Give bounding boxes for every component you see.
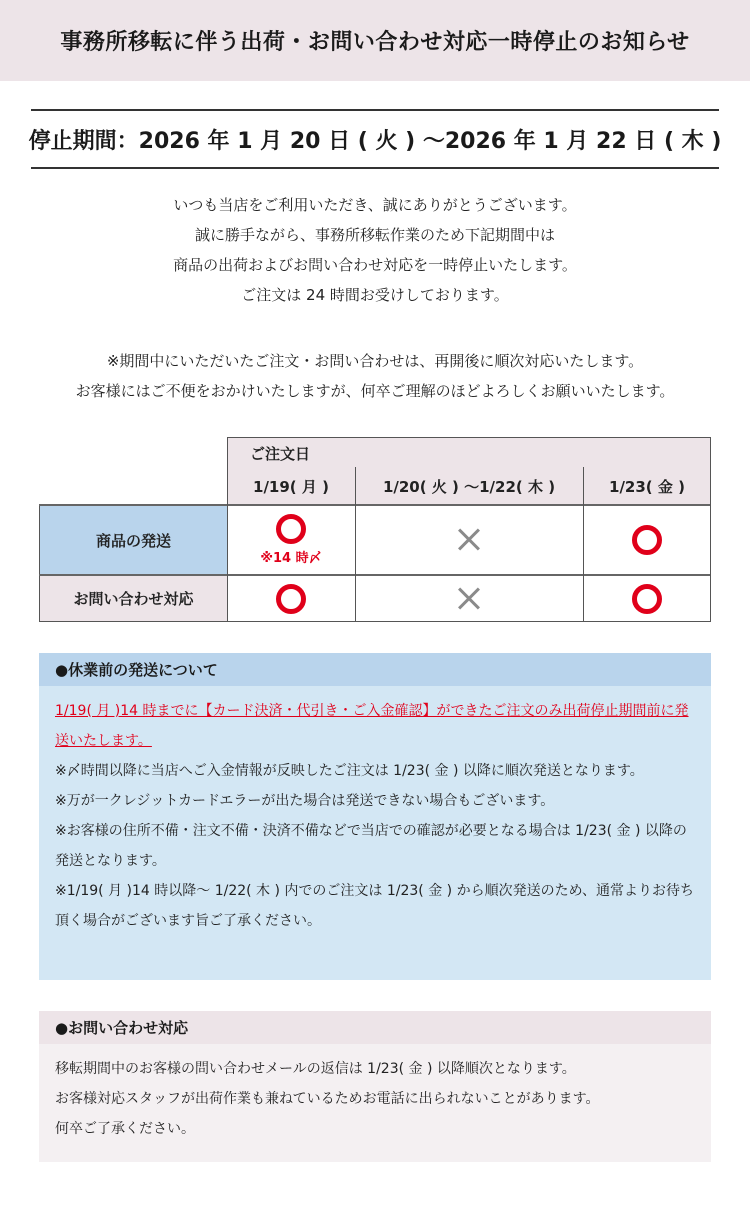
- cross-unavailable-icon: [457, 587, 481, 611]
- notice-header: [0, 0, 750, 81]
- row-label-shipping: 商品の発送: [39, 505, 227, 575]
- shipping-note: ※万が一クレジットカードエラーが出た場合は発送できない場合もございます。: [55, 793, 555, 809]
- cell-shipping-0120-0122: [355, 505, 583, 575]
- shipping-before-closure-section: [39, 653, 711, 980]
- period-text: 停止期間：2026 年 1 月 20 日 ( 火 ) 〜2026 年 1 月 22 日 ( 木 ): [28, 128, 722, 154]
- table-divider: [355, 467, 356, 622]
- cell-inquiry-0123: [583, 575, 711, 622]
- cross-unavailable-icon: [457, 528, 481, 552]
- circle-available-icon: [632, 584, 662, 614]
- circle-available-icon: [276, 584, 306, 614]
- page-title: 事務所移転に伴う出荷・お問い合わせ対応一時停止のお知らせ: [60, 30, 690, 55]
- column-header: 1/20( 火 ) 〜1/22( 木 ): [382, 477, 556, 496]
- intro-notes: [0, 346, 750, 406]
- intro-line: 商品の出荷およびお問い合わせ対応を一時停止いたします。: [173, 256, 577, 274]
- intro-message: [0, 190, 750, 310]
- highlight-notice: 1/19( 月 )14 時までに【カード決済・代引き・ご入金確認】ができたご注文のみ出荷停止期間前に発送いたします。: [55, 703, 689, 749]
- row-label-inquiry: お問い合わせ対応: [39, 575, 227, 622]
- shipping-note: ※1/19( 月 )14 時以降〜 1/22( 木 ) 内でのご注文は 1/23( 金 ) から順次発送のため、通常よりお待ち頂く場合がございます旨ご了承ください。: [55, 883, 695, 929]
- section-body: [39, 686, 711, 980]
- cutoff-note: ※14 時〆: [260, 551, 322, 566]
- inquiry-line: 何卒ご了承ください。: [55, 1121, 195, 1137]
- inquiry-line: お客様対応スタッフが出荷作業も兼ねているためお電話に出られないことがあります。: [55, 1091, 600, 1107]
- table-divider: [227, 437, 228, 622]
- cell-shipping-0119: [227, 505, 355, 575]
- intro-note: ※期間中にいただいたご注文・お問い合わせは、再開後に順次対応いたします。: [106, 352, 644, 370]
- intro-line: いつも当店をご利用いただき、誠にありがとうございます。: [173, 196, 577, 214]
- order-date-label: ご注文日: [250, 445, 311, 463]
- table-divider: [39, 574, 711, 576]
- intro-note: お客様にはご不便をおかけいたしますが、何卒ご理解のほどよろしくお願いいたします。: [75, 382, 675, 400]
- cell-shipping-0123: [583, 505, 711, 575]
- cell-inquiry-0119: [227, 575, 355, 622]
- shipping-note: ※〆時間以降に当店へご入金情報が反映したご注文は 1/23( 金 ) 以降に順次発送となります。: [55, 763, 644, 779]
- suspension-period: [28, 109, 722, 169]
- intro-line: 誠に勝手ながら、事務所移転作業のため下記期間中は: [194, 226, 555, 244]
- shipping-note: ※お客様の住所不備・注文不備・決済不備などで当店での確認が必要となる場合は 1/23( 金 ) 以降の発送となります。: [55, 823, 687, 869]
- inquiry-line: 移転期間中のお客様の問い合わせメールの返信は 1/23( 金 ) 以降順次となります。: [55, 1061, 576, 1077]
- cell-inquiry-0120-0122: [355, 575, 583, 622]
- schedule-table: [39, 437, 711, 622]
- section-title: ●お問い合わせ対応: [39, 1011, 711, 1044]
- circle-available-icon: [276, 514, 306, 544]
- column-header: 1/23( 金 ): [609, 477, 685, 496]
- table-divider: [583, 467, 584, 622]
- table-divider: [39, 504, 711, 506]
- table-divider: [39, 621, 711, 622]
- section-title: ●休業前の発送について: [39, 653, 711, 686]
- inquiry-section: [39, 1011, 711, 1162]
- column-header: 1/19( 月 ): [253, 477, 329, 496]
- table-divider: [710, 437, 711, 622]
- section-body: [39, 1044, 711, 1162]
- intro-line: ご注文は 24 時間お受けしております。: [241, 286, 509, 304]
- circle-available-icon: [632, 525, 662, 555]
